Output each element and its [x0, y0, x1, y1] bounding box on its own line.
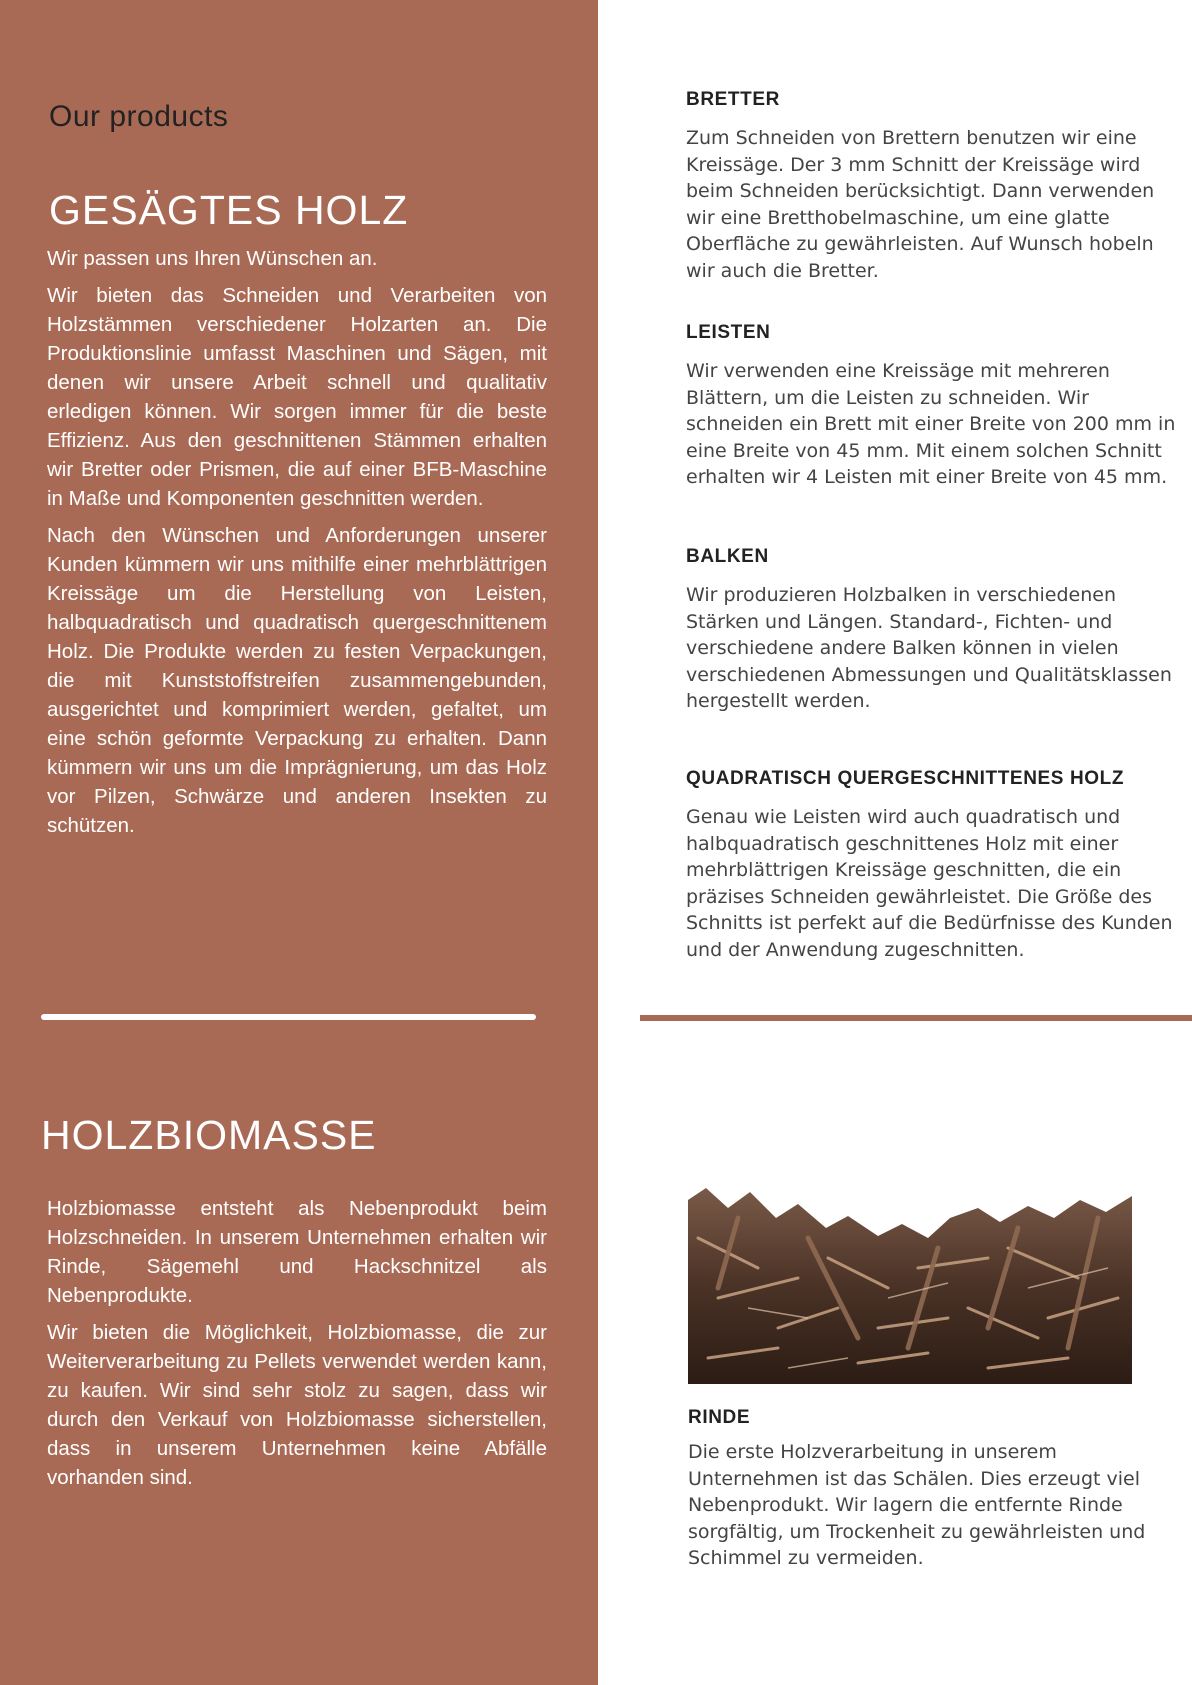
product-leisten	[686, 322, 1178, 491]
product-title: QUADRATISCH QUERGESCHNITTENES HOLZ	[686, 768, 1125, 789]
product-text: Die erste Holzverarbeitung in unserem Unternehmen ist das Schälen. Dies erzeugt viel Nebenprodukt. Wir lagern die entfernte Rinde sorgfältig, um Trockenheit zu gewährleisten und Schimmel zu vermeiden.	[688, 1441, 1146, 1569]
sawn-wood-lead: Wir passen uns Ihren Wünschen an.	[47, 247, 378, 270]
product-text: Genau wie Leisten wird auch quadratisch und halbquadratisch geschnittenes Holz mit einer mehrblättrigen Kreissäge geschnitten, die ein präzises Schneiden gewährleistet. Die Größe des Schnitts ist perfekt auf die Bedürfnisse des Kunden und der Anwendung zugeschnitten.	[686, 806, 1173, 961]
product-text: Wir verwenden eine Kreissäge mit mehreren Blättern, um die Leisten zu schneiden. Wir schneiden ein Brett mit einer Breite von 200 mm in eine Breite von 45 mm. Mit einem solchen Schnitt erhalten wir 4 Leisten mit einer Breite von 45 mm.	[686, 360, 1176, 488]
biomass-paragraph-1: Holzbiomasse entsteht als Nebenprodukt beim Holzschneiden. In unserem Unternehmen erhalten wir Rinde, Sägemehl und Hackschnitzel als Nebenprodukte.	[47, 1197, 547, 1307]
product-quadratisch	[686, 768, 1178, 963]
product-title: LEISTEN	[686, 322, 771, 343]
biomass-title: HOLZBIOMASSE	[41, 1112, 377, 1158]
section-divider-white	[41, 1014, 536, 1020]
sawn-wood-paragraph-1: Wir bieten das Schneiden und Verarbeiten von Holzstämmen verschiedener Holzarten an. Die Produktionslinie umfasst Maschinen und Sägen, mit denen wir unsere Arbeit schnell und qualitativ erledigen können. Wir sorgen immer für die beste Effizienz. Aus den geschnittenen Stämmen erhalten wir Bretter oder Prismen, die auf einer BFB-Maschine in Maße und Komponenten geschnitten werden.	[47, 284, 547, 510]
product-title: BRETTER	[686, 89, 780, 110]
section-divider-brown	[640, 1015, 1192, 1021]
product-text: Wir produzieren Holzbalken in verschiedenen Stärken und Längen. Standard-, Fichten- und verschiedene andere Balken können in vielen verschiedenen Abmessungen und Qualitätsklassen hergestellt werden.	[686, 584, 1172, 712]
biomass-paragraph-2: Wir bieten die Möglichkeit, Holzbiomasse, die zur Weiterverarbeitung zu Pellets verwendet werden kann, zu kaufen. Wir sind sehr stolz zu sagen, dass wir durch den Verkauf von Holzbiomasse sicherstellen, dass in unserem Unternehmen keine Abfälle vorhanden sind.	[47, 1321, 547, 1489]
product-balken	[686, 546, 1178, 715]
product-title: RINDE	[688, 1407, 751, 1428]
bark-pile-photo	[688, 1178, 1132, 1384]
sawn-wood-title: GESÄGTES HOLZ	[49, 187, 409, 233]
our-products-label: Our products	[49, 100, 229, 133]
product-title: BALKEN	[686, 546, 769, 567]
sawn-wood-text	[47, 244, 547, 848]
biomass-text	[47, 1194, 547, 1500]
product-text: Zum Schneiden von Brettern benutzen wir eine Kreissäge. Der 3 mm Schnitt der Kreissäge wird beim Schneiden berücksichtigt. Dann verwenden wir eine Bretthobelmaschine, um eine glatte Oberfläche zu gewährleisten. Auf Wunsch hobeln wir auch die Bretter.	[686, 127, 1155, 282]
product-rinde	[688, 1407, 1148, 1572]
sawn-wood-paragraph-2: Nach den Wünschen und Anforderungen unserer Kunden kümmern wir uns mithilfe einer mehrblättrigen Kreissäge um die Herstellung von Leisten, halbquadratisch und quadratisch quergeschnittenem Holz. Die Produkte werden zu festen Verpackungen, die mit Kunststoffstreifen zusammengebunden, ausgerichtet und komprimiert werden, gefaltet, um eine schön geformte Verpackung zu erhalten. Dann kümmern wir uns um die Imprägnierung, um das Holz vor Pilzen, Schwärze und anderen Insekten zu schützen.	[47, 524, 547, 837]
product-bretter	[686, 89, 1178, 284]
